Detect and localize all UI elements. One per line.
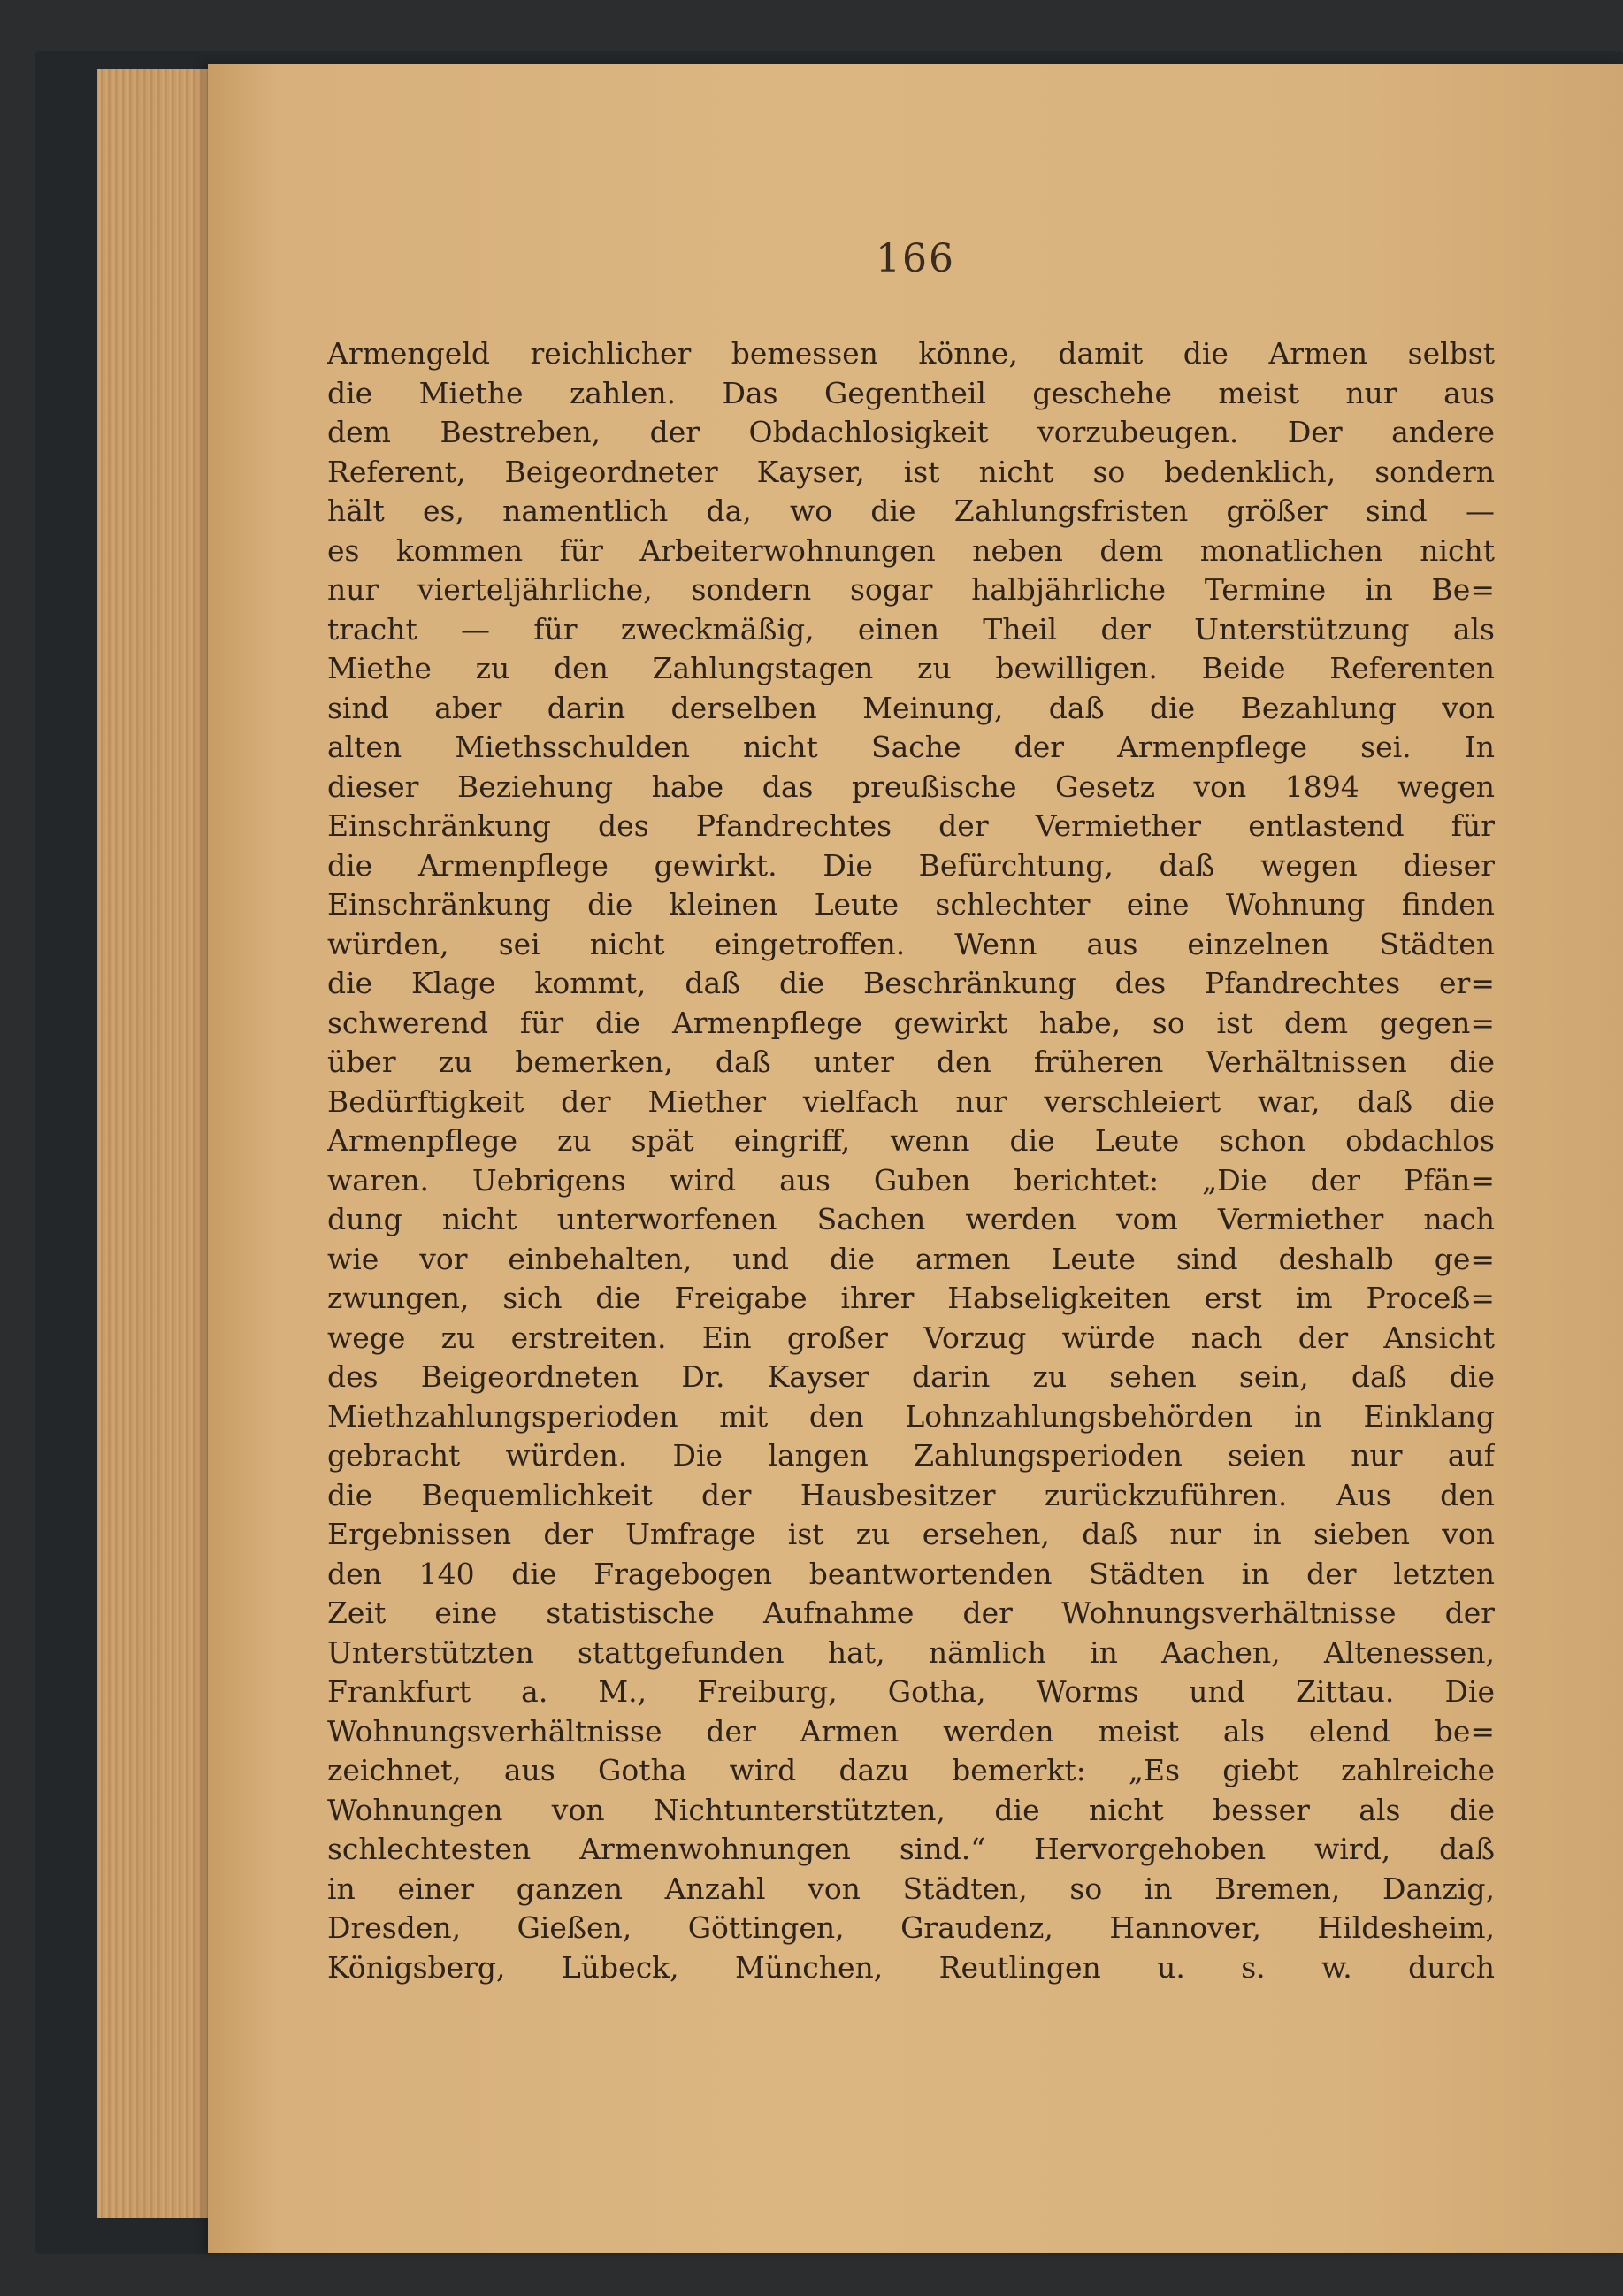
- text-line: dem Bestreben, der Obdachlosigkeit vorzubeugen. Der andere: [327, 415, 1495, 449]
- text-line: schlechtesten Armenwohnungen sind.“ Hervorgehoben wird, daß: [327, 1832, 1495, 1866]
- text-line: Wohnungen von Nichtunterstützten, die nicht besser als die: [327, 1792, 1495, 1827]
- text-line: den 140 die Fragebogen beantwortenden Städten in der letzten: [327, 1556, 1495, 1591]
- text-line: die Klage kommt, daß die Beschränkung des Pfandrechtes er=: [327, 966, 1495, 1000]
- text-line: wie vor einbehalten, und die armen Leute sind deshalb ge=: [327, 1241, 1495, 1276]
- text-line: Unterstützten stattgefunden hat, nämlich in Aachen, Altenessen,: [327, 1634, 1495, 1670]
- text-line: die Miethe zahlen. Das Gegentheil geschehe meist nur aus: [327, 375, 1495, 410]
- text-line: es kommen für Arbeiterwohnungen neben dem monatlichen nicht: [327, 532, 1495, 568]
- text-line: über zu bemerken, daß unter den früheren Verhältnissen die: [327, 1045, 1495, 1079]
- text-line: würden, sei nicht eingetroffen. Wenn aus einzelnen Städten: [327, 926, 1495, 961]
- text-line: Königsberg, Lübeck, München, Reutlingen u. s. w. durch: [327, 1949, 1495, 1985]
- page-number: 166: [876, 236, 955, 281]
- text-line: Miethe zu den Zahlungstagen zu bewilligen. Beide Referenten: [327, 651, 1495, 685]
- text-line: dung nicht unterworfenen Sachen werden vom Vermiether nach: [327, 1202, 1495, 1236]
- text-line: wege zu erstreiten. Ein großer Vorzug würde nach der Ansicht: [327, 1320, 1495, 1355]
- text-line: Miethzahlungsperioden mit den Lohnzahlungsbehörden in Einklang: [327, 1398, 1495, 1434]
- page-body-text: [327, 334, 1495, 1987]
- text-line: tracht — für zweckmäßig, einen Theil der Unterstützung als: [327, 611, 1495, 647]
- text-line: waren. Uebrigens wird aus Guben berichtet: „Die der Pfän=: [327, 1162, 1495, 1198]
- text-line: hält es, namentlich da, wo die Zahlungsfristen größer sind —: [327, 494, 1495, 528]
- text-line: zeichnet, aus Gotha wird dazu bemerkt: „Es giebt zahlreiche: [327, 1753, 1495, 1787]
- text-line: nur vierteljährliche, sondern sogar halbjährliche Termine in Be=: [327, 572, 1495, 607]
- text-line: die Bequemlichkeit der Hausbesitzer zurückzuführen. Aus den: [327, 1477, 1495, 1512]
- text-line: gebracht würden. Die langen Zahlungsperioden seien nur auf: [327, 1438, 1495, 1473]
- text-line: die Armenpflege gewirkt. Die Befürchtung, daß wegen dieser: [327, 847, 1495, 883]
- text-line: Referent, Beigeordneter Kayser, ist nicht so bedenklich, sondern: [327, 454, 1495, 489]
- text-line: Einschränkung die kleinen Leute schlechter eine Wohnung finden: [327, 887, 1495, 922]
- text-line: alten Miethsschulden nicht Sache der Armenpflege sei. In: [327, 730, 1495, 764]
- text-line: Armenpflege zu spät eingriff, wenn die Leute schon obdachlos: [327, 1123, 1495, 1158]
- text-line: Wohnungsverhältnisse der Armen werden meist als elend be=: [327, 1713, 1495, 1749]
- text-line: in einer ganzen Anzahl von Städten, so in Bremen, Danzig,: [327, 1871, 1495, 1906]
- text-line: Ergebnissen der Umfrage ist zu ersehen, daß nur in sieben von: [327, 1517, 1495, 1551]
- text-line: Zeit eine statistische Aufnahme der Wohnungsverhältnisse der: [327, 1596, 1495, 1630]
- text-line: sind aber darin derselben Meinung, daß die Bezahlung von: [327, 690, 1495, 725]
- text-line: Dresden, Gießen, Göttingen, Graudenz, Hannover, Hildesheim,: [327, 1910, 1495, 1945]
- text-line: Bedürftigkeit der Miether vielfach nur verschleiert war, daß die: [327, 1083, 1495, 1119]
- text-line: Einschränkung des Pfandrechtes der Vermiether entlastend für: [327, 808, 1495, 843]
- text-line: schwerend für die Armenpflege gewirkt habe, so ist dem gegen=: [327, 1005, 1495, 1040]
- text-line: Armengeld reichlicher bemessen könne, damit die Armen selbst: [327, 336, 1495, 371]
- text-line: des Beigeordneten Dr. Kayser darin zu sehen sein, daß die: [327, 1359, 1495, 1394]
- text-line: zwungen, sich die Freigabe ihrer Habseligkeiten erst im Proceß=: [327, 1281, 1495, 1315]
- text-line: Frankfurt a. M., Freiburg, Gotha, Worms und Zittau. Die: [327, 1674, 1495, 1709]
- text-line: dieser Beziehung habe das preußische Gesetz von 1894 wegen: [327, 769, 1495, 804]
